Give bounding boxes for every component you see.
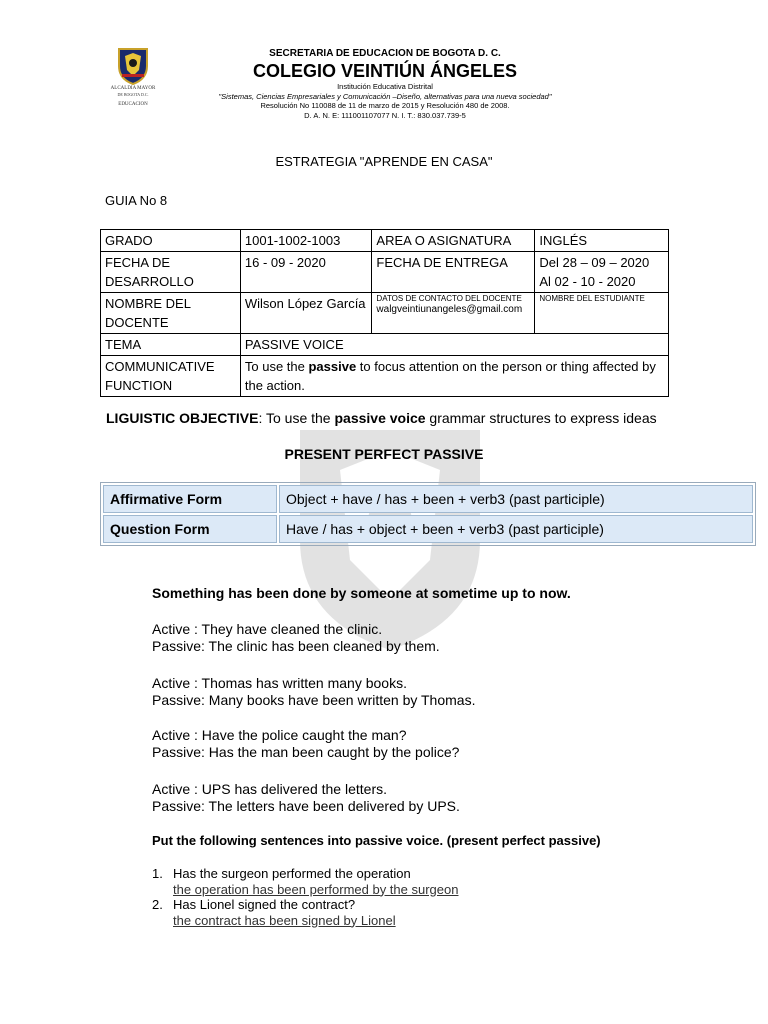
rule-text: Something has been done by someone at sometime up to now. bbox=[152, 585, 571, 601]
table-row bbox=[103, 515, 753, 543]
docente-label: NOMBRE DEL DOCENTE bbox=[101, 293, 241, 334]
estudiante-label: NOMBRE DEL ESTUDIANTE bbox=[539, 294, 645, 303]
coat-of-arms-icon bbox=[116, 46, 150, 86]
exercise-list bbox=[152, 866, 458, 928]
example-1: Active : They have cleaned the clinic. Passive: The clinic has been cleaned by them. bbox=[152, 621, 440, 654]
contacto-label: DATOS DE CONTACTO DEL DOCENTE bbox=[376, 294, 522, 303]
docente-value: Wilson López García bbox=[240, 293, 372, 334]
function-label: COMMUNICATIVE FUNCTION bbox=[101, 356, 241, 397]
area-value: INGLÉS bbox=[535, 230, 669, 252]
area-label: AREA O ASIGNATURA bbox=[372, 230, 535, 252]
contacto-email: walgveintiunangeles@gmail.com bbox=[376, 304, 523, 315]
list-item: 2. Has Lionel signed the contract? the contract has been signed by Lionel bbox=[152, 897, 396, 928]
fecha-entrega-value: Del 28 – 09 – 2020 Al 02 - 10 - 2020 bbox=[535, 252, 669, 293]
estudiante-cell bbox=[535, 293, 669, 334]
guia-number: GUIA No 8 bbox=[105, 193, 168, 208]
question-label: Question Form bbox=[103, 515, 277, 543]
answer-text: the contract has been signed by Lionel bbox=[173, 912, 396, 928]
answer-text: the operation has been performed by the surgeon bbox=[173, 881, 459, 897]
table-row bbox=[101, 230, 669, 252]
info-table bbox=[100, 229, 669, 397]
affirmative-value: Object + have / has + been + verb3 (past participle) bbox=[279, 485, 753, 513]
lema-text: "Sistemas, Ciencias Empresariales y Comunicación –Diseño, alternativas para una nueva sociedad" bbox=[218, 91, 552, 101]
example-3: Active : Have the police caught the man? Passive: Has the man been caught by the police? bbox=[152, 727, 460, 760]
exercise-instruction: Put the following sentences into passive voice. (present perfect passive) bbox=[152, 833, 601, 848]
grado-value: 1001-1002-1003 bbox=[240, 230, 372, 252]
forms-table bbox=[100, 482, 756, 546]
logo-text-1: ALCALDIA MAYOR bbox=[110, 86, 156, 91]
example-4: Active : UPS has delivered the letters. Passive: The letters have been delivered by UPS. bbox=[152, 781, 460, 814]
school-logo bbox=[104, 46, 162, 108]
school-name: COLEGIO VEINTIÚN ÁNGELES bbox=[252, 61, 518, 81]
estrategia-title: ESTRATEGIA "APRENDE EN CASA" bbox=[275, 154, 493, 169]
tema-value: PASSIVE VOICE bbox=[240, 334, 668, 356]
secretaria-title: SECRETARIA DE EDUCACION DE BOGOTA D. C. bbox=[269, 48, 501, 59]
logo-text-3: EDUCACION bbox=[118, 102, 148, 107]
function-value: To use the passive to focus attention on the person or thing affected by the action. bbox=[240, 356, 668, 397]
table-row bbox=[101, 252, 669, 293]
section-title: PRESENT PERFECT PASSIVE bbox=[284, 446, 484, 462]
table-row bbox=[103, 485, 753, 513]
fecha-desarrollo-label: FECHA DE DESARROLLO bbox=[101, 252, 241, 293]
tema-label: TEMA bbox=[101, 334, 241, 356]
affirmative-label: Affirmative Form bbox=[103, 485, 277, 513]
fecha-entrega-label: FECHA DE ENTREGA bbox=[372, 252, 535, 293]
table-row bbox=[101, 293, 669, 334]
table-row bbox=[101, 356, 669, 397]
example-2: Active : Thomas has written many books. Passive: Many books have been written by Thomas. bbox=[152, 675, 476, 708]
contacto-cell bbox=[372, 293, 535, 334]
linguistic-objective: LIGUISTIC OBJECTIVE: To use the passive voice grammar structures to express ideas bbox=[106, 410, 657, 426]
grado-label: GRADO bbox=[101, 230, 241, 252]
table-row bbox=[101, 334, 669, 356]
document-header bbox=[180, 48, 590, 120]
question-value: Have / has + object + been + verb3 (past participle) bbox=[279, 515, 753, 543]
list-item: 1. Has the surgeon performed the operation the operation has been performed by the surgeon bbox=[152, 866, 459, 897]
logo-text-2: DE BOGOTA D.C. bbox=[117, 92, 149, 97]
dane-text: D. A. N. E: 111001107077 N. I. T.: 830.037.739-5 bbox=[304, 110, 466, 120]
institucion-text: Institución Educativa Distrital bbox=[337, 82, 433, 91]
fecha-desarrollo-value: 16 - 09 - 2020 bbox=[240, 252, 372, 293]
resolucion-text: Resolución No 110088 de 11 de marzo de 2015 y Resolución 480 de 2008. bbox=[260, 101, 510, 110]
